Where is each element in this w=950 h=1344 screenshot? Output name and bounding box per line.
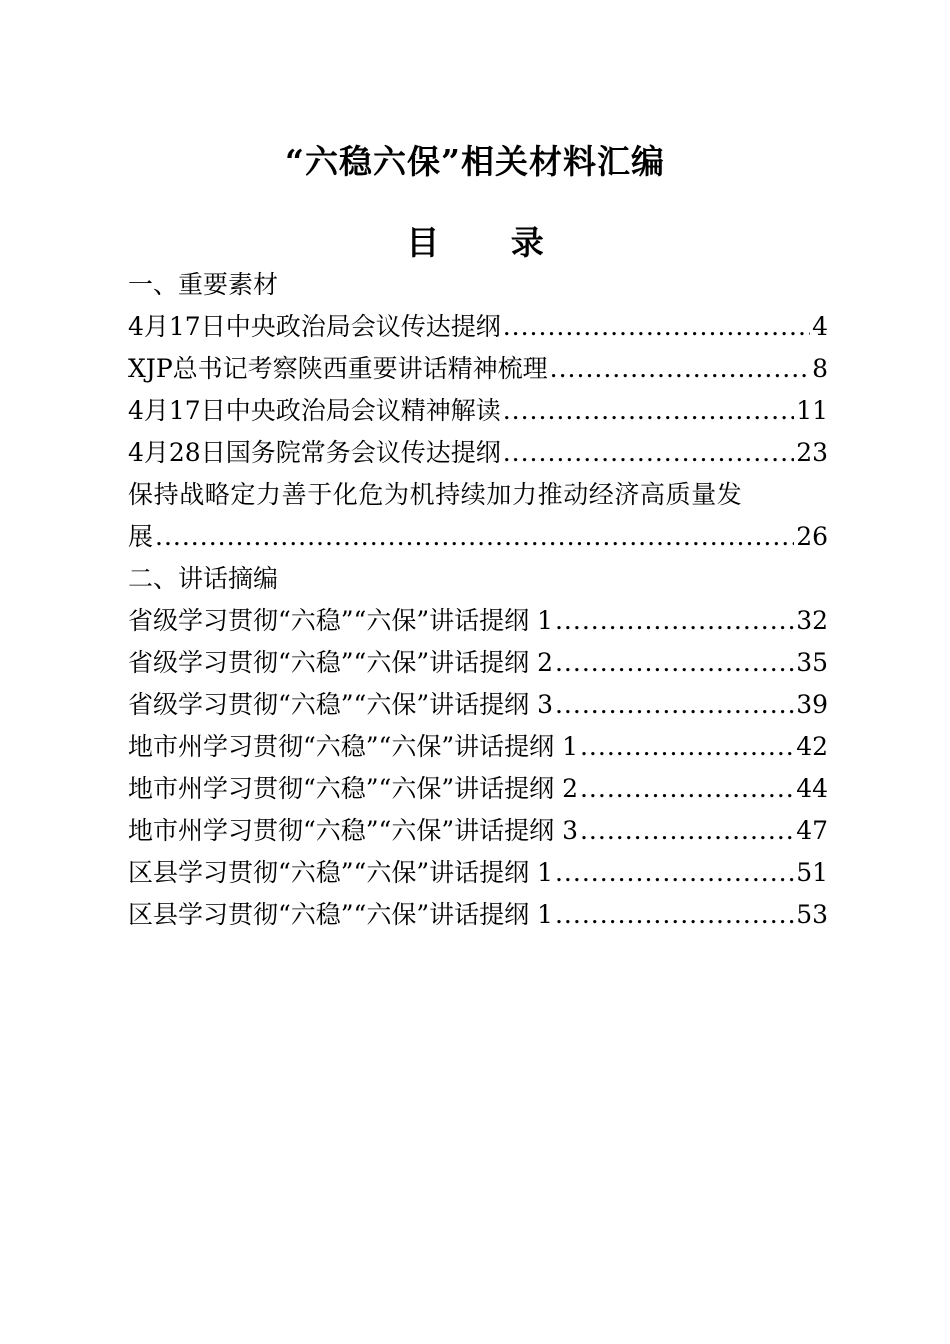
toc-entry-page: 44 — [796, 774, 828, 803]
toc-entry[interactable] — [128, 600, 828, 642]
toc-entry-title: 地市州学习贯彻“六稳”“六保”讲话提纲 1 — [128, 732, 578, 761]
toc-entry[interactable] — [128, 768, 828, 810]
toc-entry[interactable] — [128, 390, 828, 432]
toc-entry[interactable] — [128, 894, 828, 936]
toc-entry-page: 32 — [796, 606, 828, 635]
toc-leader-dots — [555, 600, 794, 642]
toc-entry-title: 4月28日国务院常务会议传达提纲 — [128, 438, 501, 467]
toc-section-heading: 一、重要素材 — [128, 270, 279, 299]
toc-entry-title: 地市州学习贯彻“六稳”“六保”讲话提纲 2 — [128, 774, 578, 803]
toc-entry-page: 11 — [796, 396, 828, 425]
toc-entry-title-line1: 保持战略定力善于化危为机持续加力推动经济高质量发 — [128, 480, 743, 509]
table-of-contents — [128, 264, 828, 936]
toc-entry[interactable] — [128, 348, 828, 390]
toc-leader-dots — [555, 852, 794, 894]
toc-entry-page: 26 — [796, 522, 828, 551]
toc-entry[interactable] — [128, 306, 828, 348]
toc-entry-title-line2: 展 — [128, 522, 154, 551]
document-title: “六稳六保”相关材料汇编 — [285, 142, 665, 181]
toc-entry[interactable] — [128, 642, 828, 684]
toc-entry[interactable] — [128, 726, 828, 768]
toc-entry-title: 4月17日中央政治局会议传达提纲 — [128, 312, 501, 341]
toc-leader-dots — [503, 432, 794, 474]
toc-section-heading: 二、讲话摘编 — [128, 564, 279, 593]
toc-entry[interactable] — [128, 432, 828, 474]
toc-leader-dots — [555, 894, 794, 936]
toc-entry[interactable] — [128, 852, 828, 894]
toc-leader-dots — [580, 768, 794, 810]
toc-leader-dots — [503, 306, 810, 348]
toc-entry-page: 35 — [796, 648, 828, 677]
toc-entry-page: 47 — [796, 816, 828, 845]
toc-entry-page: 51 — [796, 858, 828, 887]
toc-leader-dots — [580, 810, 794, 852]
toc-entry[interactable] — [128, 684, 828, 726]
toc-entry-page: 4 — [812, 312, 828, 341]
toc-heading: 目 录 — [406, 223, 574, 262]
toc-entry-title: 4月17日中央政治局会议精神解读 — [128, 396, 501, 425]
toc-entry-page: 8 — [812, 354, 828, 383]
toc-entry-title: 省级学习贯彻“六稳”“六保”讲话提纲 3 — [128, 690, 553, 719]
toc-leader-dots — [550, 348, 810, 390]
toc-leader-dots — [555, 642, 794, 684]
toc-entry-page: 23 — [796, 438, 828, 467]
toc-entry-title: XJP总书记考察陕西重要讲话精神梳理 — [128, 354, 548, 383]
toc-entry-wrapped[interactable] — [128, 474, 828, 558]
toc-entry-title: 省级学习贯彻“六稳”“六保”讲话提纲 2 — [128, 648, 553, 677]
toc-entry-title: 省级学习贯彻“六稳”“六保”讲话提纲 1 — [128, 606, 553, 635]
toc-entry-title: 区县学习贯彻“六稳”“六保”讲话提纲 1 — [128, 900, 553, 929]
toc-entry-title: 区县学习贯彻“六稳”“六保”讲话提纲 1 — [128, 858, 553, 887]
toc-leader-dots — [555, 684, 794, 726]
toc-entry-title-line2-row — [128, 516, 828, 558]
toc-entry-page: 39 — [796, 690, 828, 719]
toc-entry-title: 地市州学习贯彻“六稳”“六保”讲话提纲 3 — [128, 816, 578, 845]
toc-entry[interactable] — [128, 810, 828, 852]
toc-entry-page: 53 — [796, 900, 828, 929]
toc-leader-dots — [580, 726, 794, 768]
toc-leader-dots — [503, 390, 794, 432]
toc-entry-page: 42 — [796, 732, 828, 761]
toc-leader-dots — [155, 516, 794, 558]
